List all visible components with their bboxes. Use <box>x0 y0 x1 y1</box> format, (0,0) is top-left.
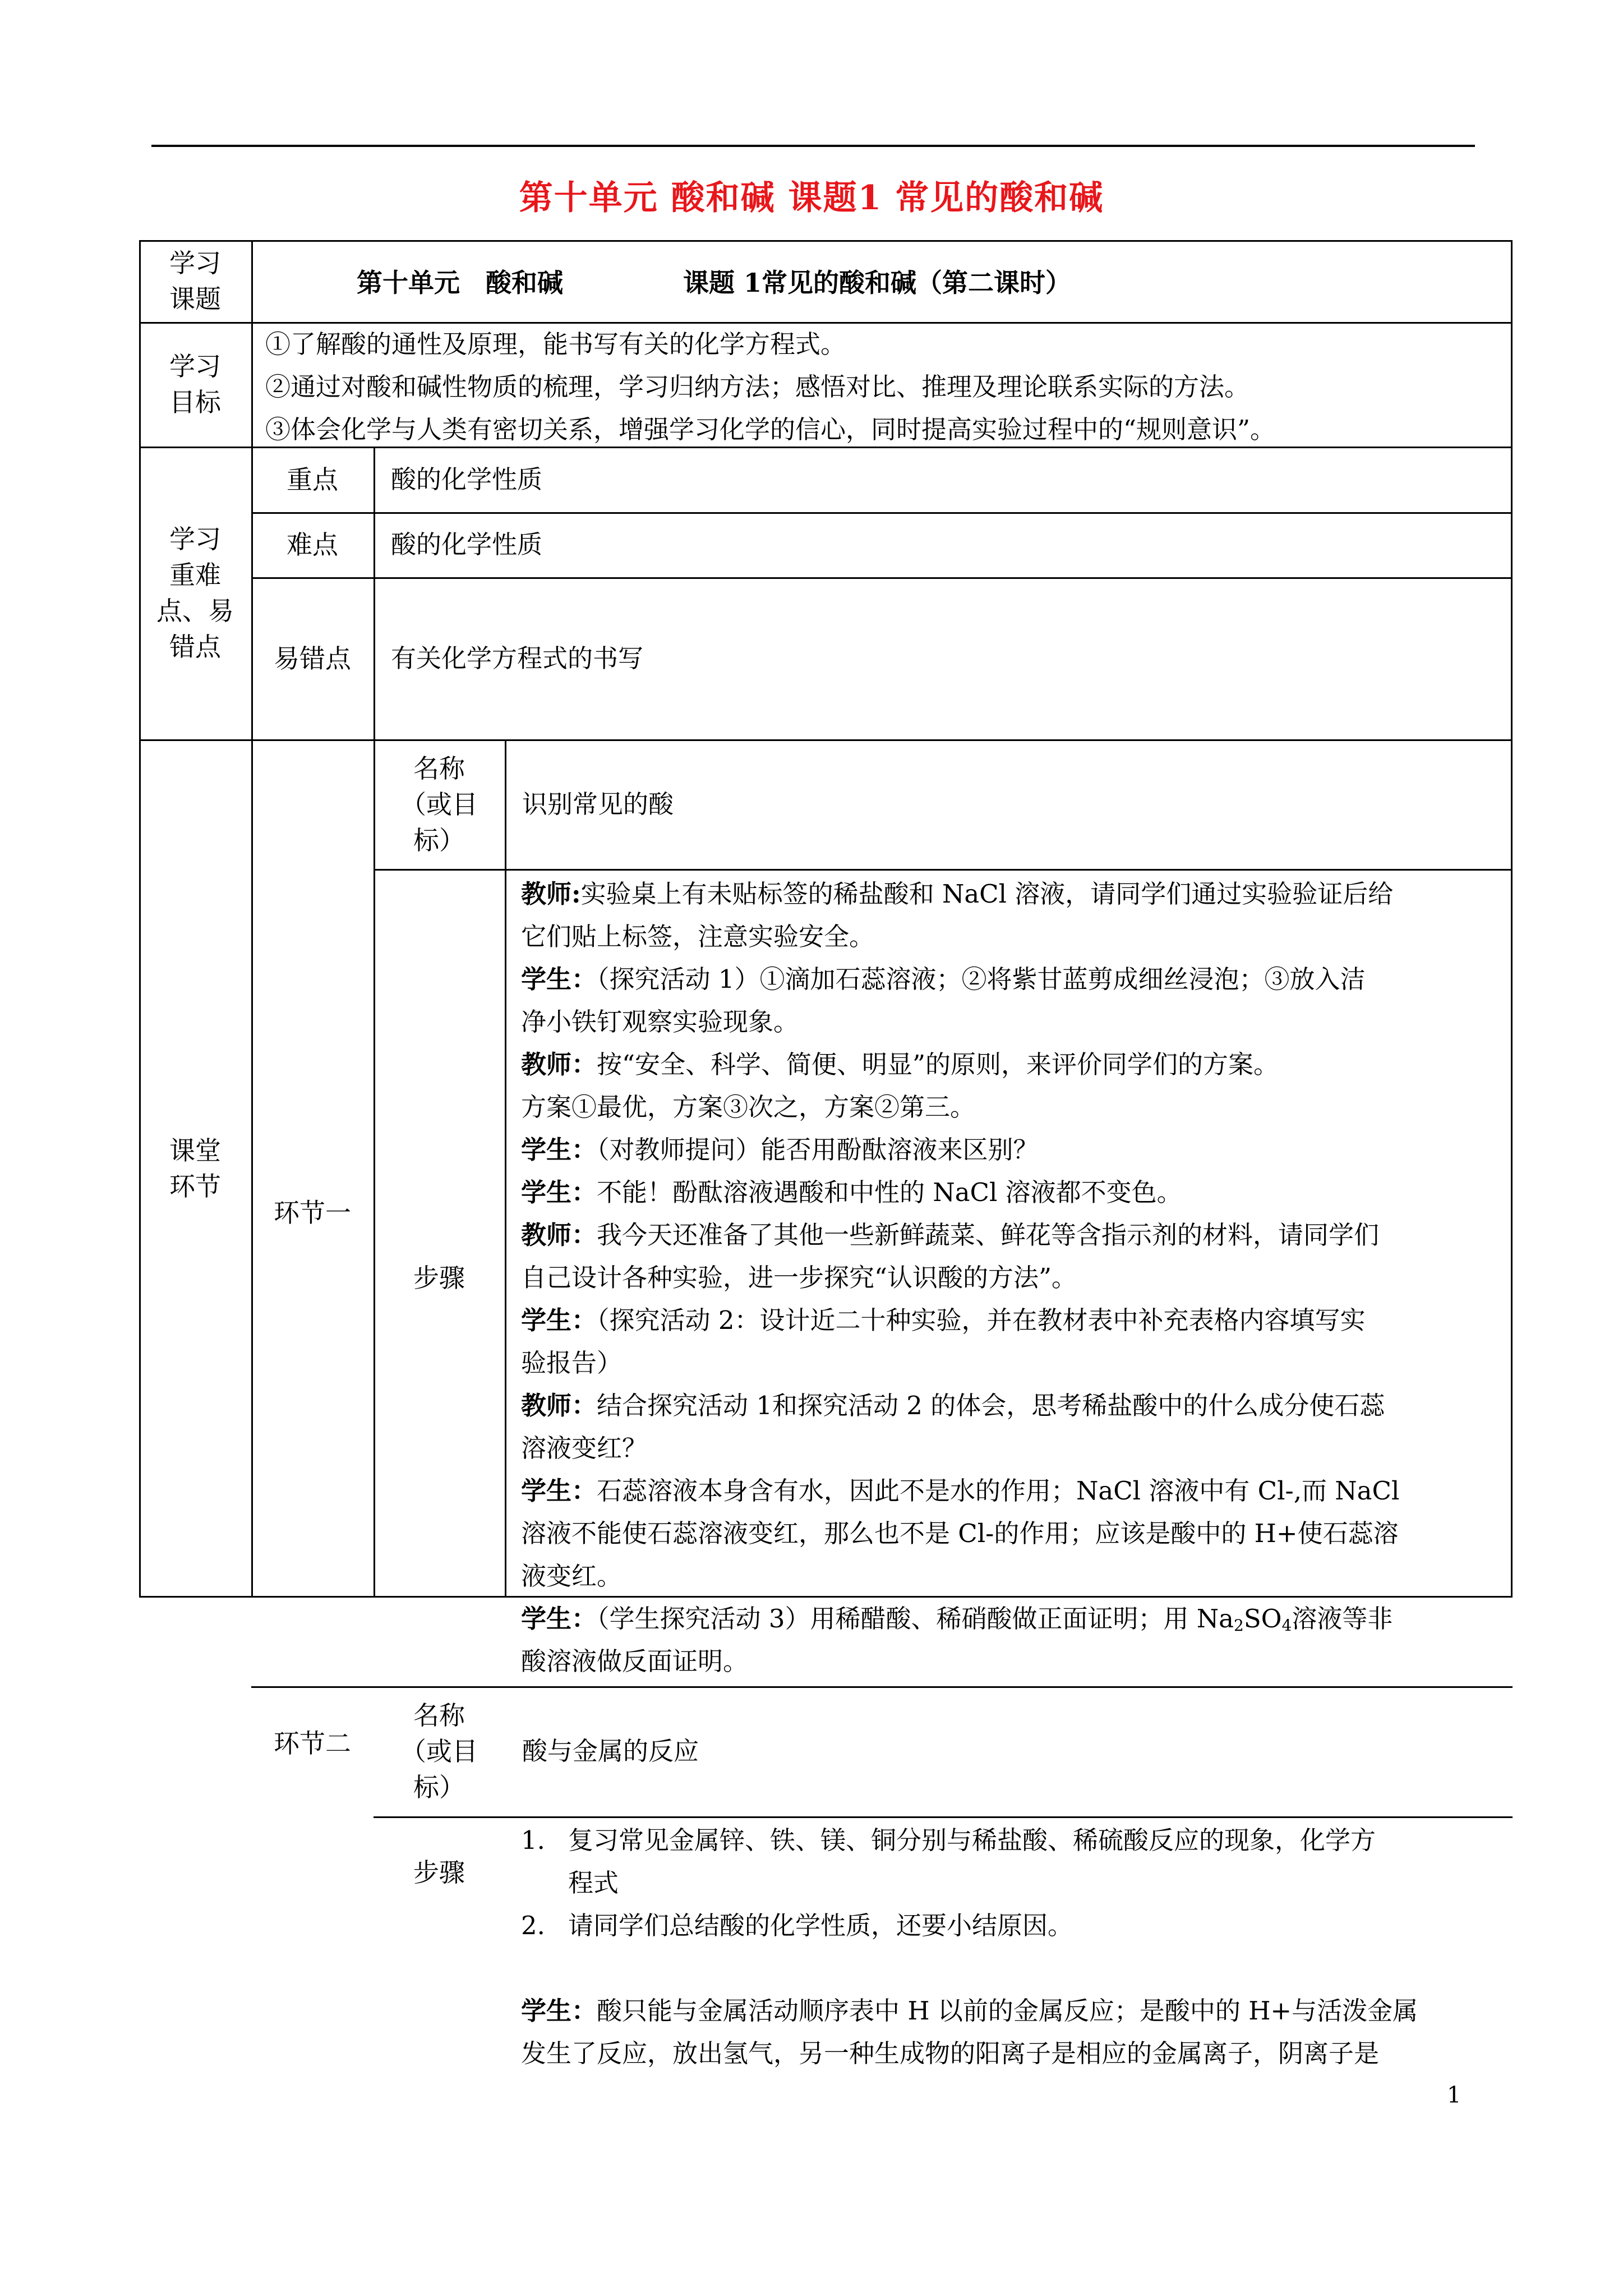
speaker: 学生 <box>521 1305 572 1335</box>
row-divider <box>374 1816 1513 1818</box>
dialogue-line <box>521 1598 1501 1640</box>
subscript: 4 <box>1281 1616 1292 1635</box>
goal-item: ②通过对酸和碱性物质的梳理，学习归纳方法；感悟对比、推理及理论联系实际的方法。 <box>265 372 1250 402</box>
lesson-plan-table <box>139 240 1513 2068</box>
speaker-sep: ： <box>571 1135 597 1165</box>
topic-label-line: 课题 <box>169 284 221 314</box>
keypoints-label-line: 重难 <box>169 560 221 590</box>
speaker-sep: ： <box>571 1220 597 1250</box>
dialogue-line <box>521 1512 1501 1555</box>
dialogue-text: （探究活动 1）①滴加石蕊溶液；②将紫甘蓝剪成细丝浸泡；③放入洁 <box>597 964 1366 994</box>
dialogue-line <box>521 1427 1501 1470</box>
dialogue-line <box>521 958 1501 1001</box>
difficulty-value: 酸的化学性质 <box>391 530 543 559</box>
dialogue-line <box>521 1086 1501 1129</box>
classroom-label-line: 环节 <box>169 1171 221 1202</box>
dialogue-text: 溶液变红？ <box>521 1433 648 1463</box>
speaker-sep: ： <box>571 1604 597 1634</box>
speaker-sep: ： <box>571 1305 597 1335</box>
speaker-sep: ： <box>571 1391 597 1420</box>
topic-label <box>139 240 251 322</box>
segment2-label: 环节二 <box>274 1728 351 1759</box>
speaker: 学生 <box>521 1996 572 2026</box>
goals-label-line: 学习 <box>169 351 221 381</box>
dialogue-text: 石蕊溶液本身含有水，因此不是水的作用；NaCl 溶液中有 Cl-,而 NaCl <box>597 1476 1400 1506</box>
segment1-label: 环节一 <box>274 1198 351 1228</box>
goal-item: ①了解酸的通性及原理，能书写有关的化学方程式。 <box>265 329 846 359</box>
dialogue-line <box>521 1470 1501 1512</box>
speaker-sep: ： <box>571 1177 597 1207</box>
dialogue-text: （探究活动 2：设计近二十种实验，并在教材表中补充表格内容填写实 <box>597 1305 1366 1335</box>
speaker: 学生 <box>521 1476 572 1506</box>
key-point-name: 重点 <box>287 464 338 495</box>
topic-label-line: 学习 <box>169 248 221 278</box>
dialogue-text: 自己设计各种实验，进一步探究“认识酸的方法”。 <box>521 1263 1077 1292</box>
page-title: 第十单元 酸和碱 课题1 常见的酸和碱 <box>519 178 1104 218</box>
dialogue-line <box>521 1001 1501 1043</box>
dialogue-text: 方案①最优，方案③次之，方案②第三。 <box>521 1092 976 1122</box>
dialogue-line <box>521 873 1501 915</box>
dialogue-text: 结合探究活动 1和探究活动 2 的体会，思考稀盐酸中的什么成分使石蕊 <box>597 1391 1385 1420</box>
name-label-line: 标） <box>413 1772 465 1802</box>
goals-list <box>253 323 1511 451</box>
difficulty-name: 难点 <box>287 530 338 560</box>
list-number: 2. <box>521 1911 545 1940</box>
dialogue-text: 净小铁钉观察实验现象。 <box>521 1007 799 1037</box>
dialogue-text: （学生探究活动 3）用稀醋酸、稀硝酸做正面证明；用 Na <box>597 1604 1234 1634</box>
header-rule <box>151 145 1475 147</box>
subscript: 2 <box>1233 1616 1244 1635</box>
dialogue-line <box>521 1342 1501 1384</box>
topic-value <box>357 263 1478 302</box>
classroom-label-line: 课堂 <box>169 1135 221 1166</box>
dialogue-line <box>521 1555 1501 1598</box>
keypoints-label <box>139 447 251 739</box>
goals-label <box>139 322 251 447</box>
dialogue-line <box>521 1257 1501 1299</box>
name-label-line: 标） <box>413 825 465 855</box>
speaker: 教师 <box>521 879 572 909</box>
name-label-line: （或目 <box>400 789 478 820</box>
student-line <box>521 1990 1501 2032</box>
error-prone-name: 易错点 <box>274 643 351 674</box>
keypoints-label-line: 学习 <box>169 524 221 554</box>
dialogue-text: （对教师提问）能否用酚酞溶液来区别？ <box>597 1135 1039 1165</box>
segment1-name-label <box>374 739 505 869</box>
classroom-label <box>139 739 251 1598</box>
name-label-line: 名称 <box>413 753 465 784</box>
dialogue-line <box>521 1384 1501 1427</box>
name-label-line: （或目 <box>400 1736 478 1766</box>
dialogue-line <box>521 1129 1501 1171</box>
keypoints-label-line: 错点 <box>169 632 221 662</box>
speaker-sep: ： <box>571 964 597 994</box>
list-text <box>568 1819 1376 1904</box>
goals-label-line: 目标 <box>169 387 221 417</box>
segment1-name: 识别常见的酸 <box>522 789 674 819</box>
student-line: 发生了反应，放出氢气，另一种生成物的阳离子是相应的金属离子，阴离子是 <box>521 2039 1380 2068</box>
error-prone-value: 有关化学方程式的书写 <box>391 643 644 673</box>
speaker-sep: ： <box>571 1476 597 1506</box>
dialogue-text: 不能！酚酞溶液遇酸和中性的 NaCl 溶液都不变色。 <box>597 1177 1182 1207</box>
key-point-value: 酸的化学性质 <box>391 464 543 494</box>
list-number: 1. <box>521 1825 545 1855</box>
segment2-steps-label: 步骤 <box>413 1857 465 1888</box>
dialogue-text: 按“安全、科学、简便、明显”的原则，来评价同学们的方案。 <box>597 1050 1279 1079</box>
dialogue-line <box>521 915 1501 958</box>
dialogue-line <box>521 1171 1501 1214</box>
dialogue-text: 验报告） <box>521 1348 623 1378</box>
dialogue-text: SO <box>1243 1604 1282 1634</box>
dialogue-text: 我今天还准备了其他一些新鲜蔬菜、鲜花等含指示剂的材料，请同学们 <box>597 1220 1380 1250</box>
segment1-steps <box>506 873 1511 1683</box>
row-divider <box>374 869 1513 871</box>
spacer <box>521 1947 1501 1990</box>
dialogue-line <box>521 1214 1501 1257</box>
page-number: 1 <box>1447 2082 1461 2108</box>
list-item <box>521 1904 1501 1947</box>
dialogue-line <box>521 1043 1501 1086</box>
segment2-steps <box>506 1819 1511 2075</box>
list-item <box>521 1819 1501 1904</box>
dialogue-text: 实验桌上有未贴标签的稀盐酸和 NaCl 溶液，请同学们通过实验验证后给 <box>580 879 1394 909</box>
speaker: 学生 <box>521 964 572 994</box>
lesson-name: 课题 1常见的酸和碱（第二课时） <box>683 268 1072 298</box>
speaker: 学生 <box>521 1604 572 1634</box>
table-border-top <box>139 240 1513 242</box>
dialogue-line <box>521 1299 1501 1342</box>
dialogue-text: 溶液不能使石蕊溶液变红，那么也不是 Cl-的作用；应该是酸中的 H+使石蕊溶 <box>521 1519 1399 1548</box>
speaker: 教师 <box>521 1050 572 1079</box>
keypoints-label-line: 点、易 <box>156 596 234 626</box>
student-text: 酸只能与金属活动顺序表中 H 以前的金属反应；是酸中的 H+与活泼金属 <box>597 1996 1418 2026</box>
table-border-right <box>1511 240 1513 1598</box>
speaker: 教师 <box>521 1391 572 1420</box>
dialogue-text: 溶液等非 <box>1292 1604 1393 1634</box>
speaker-sep: ： <box>571 1996 597 2026</box>
list-text-line: 程式 <box>568 1868 619 1898</box>
speaker-sep: ： <box>571 1050 597 1079</box>
speaker: 学生 <box>521 1135 572 1165</box>
unit-name: 第十单元 酸和碱 <box>357 268 563 298</box>
name-label-line: 名称 <box>413 1700 465 1731</box>
speaker-sep: : <box>571 879 581 909</box>
speaker: 教师 <box>521 1220 572 1250</box>
dialogue-line: 酸溶液做反面证明。 <box>521 1646 749 1676</box>
segment2-name-label <box>374 1686 505 1816</box>
segment2-name: 酸与金属的反应 <box>522 1736 699 1766</box>
list-text-line: 复习常见金属锌、铁、镁、铜分别与稀盐酸、稀硫酸反应的现象，化学方 <box>568 1825 1376 1855</box>
dialogue-text: 它们贴上标签，注意实验安全。 <box>521 922 875 951</box>
speaker: 学生 <box>521 1177 572 1207</box>
goal-item: ③体会化学与人类有密切关系，增强学习化学的信心，同时提高实验过程中的“规则意识”。 <box>265 415 1276 444</box>
segment1-steps-label: 步骤 <box>413 1262 465 1293</box>
dialogue-text: 液变红。 <box>521 1561 623 1591</box>
list-text: 请同学们总结酸的化学性质，还要小结原因。 <box>568 1911 1073 1940</box>
